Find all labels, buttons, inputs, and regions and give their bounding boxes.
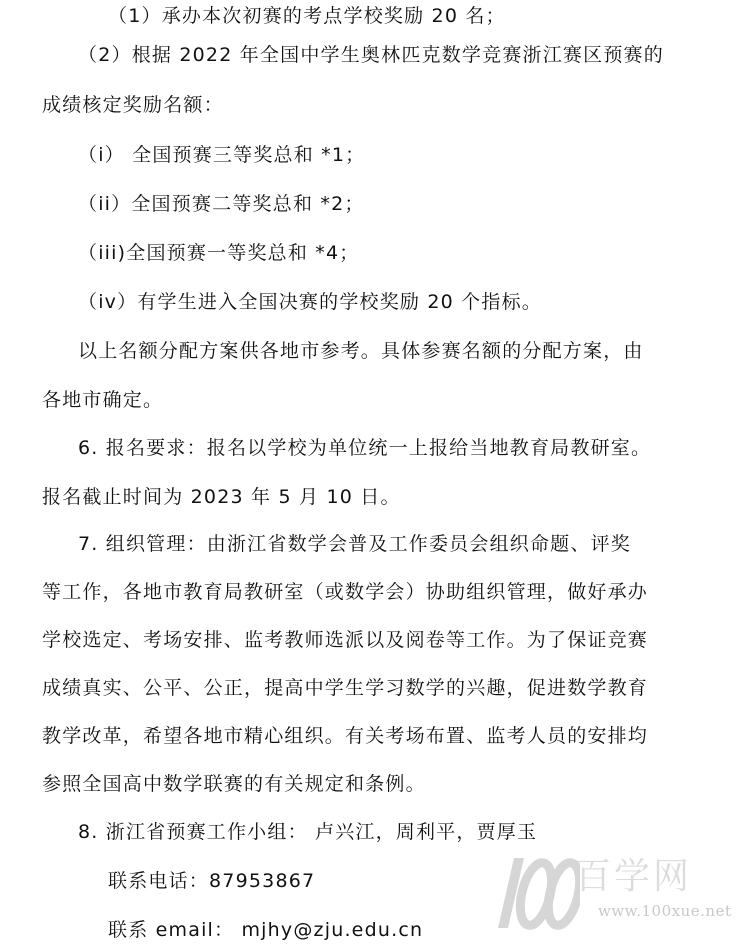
text-line: 7. 组织管理：由浙江省数学会普及工作委员会组织命题、评奖 (78, 533, 631, 555)
watermark (480, 840, 738, 945)
text-line: 8. 浙江省预赛工作小组： 卢兴江，周利平，贾厚玉 (78, 821, 538, 843)
text-line: （2）根据 2022 年全国中学生奥林匹克数学竞赛浙江赛区预赛的 (78, 44, 664, 66)
text-line: 联系 email： mjhy@zju.edu.cn (108, 919, 424, 941)
text-line: 6. 报名要求：报名以学校为单位统一上报给当地教育局教研室。 (78, 437, 652, 459)
text-line: 教学改革，希望各地市精心组织。有关考场布置、监考人员的安排均 (42, 725, 649, 747)
text-line: （iv）有学生进入全国决赛的学校奖励 20 个指标。 (78, 291, 542, 313)
text-line: （i） 全国预赛三等奖总和 *1； (78, 144, 366, 166)
text-line: 各地市确定。 (42, 389, 164, 411)
text-line: 成绩真实、公平、公正，提高中学生学习数学的兴趣，促进数学教育 (42, 677, 649, 699)
text-line: （iii)全国预赛一等奖总和 *4； (78, 242, 360, 264)
text-line: （ii）全国预赛二等奖总和 *2； (78, 193, 365, 215)
text-line: 以上名额分配方案供各地市参考。具体参赛名额的分配方案，由 (78, 340, 644, 362)
text-line: 等工作，各地市教育局教研室（或数学会）协助组织管理，做好承办 (42, 581, 649, 603)
text-line: 报名截止时间为 2023 年 5 月 10 日。 (42, 486, 401, 508)
text-line: 联系电话：87953867 (108, 870, 316, 892)
watermark-logo-100-icon (480, 840, 580, 940)
watermark-url: www.100xue.net (598, 902, 732, 920)
text-line: 参照全国高中数学联赛的有关规定和条例。 (42, 773, 426, 795)
text-line: 学校选定、考场安排、监考教师选派以及阅卷等工作。为了保证竞赛 (42, 629, 649, 651)
text-line: 成绩核定奖励名额： (42, 94, 224, 116)
text-line: （1）承办本次初赛的考点学校奖励 20 名； (108, 5, 506, 27)
watermark-text: 百学网 (575, 856, 693, 897)
